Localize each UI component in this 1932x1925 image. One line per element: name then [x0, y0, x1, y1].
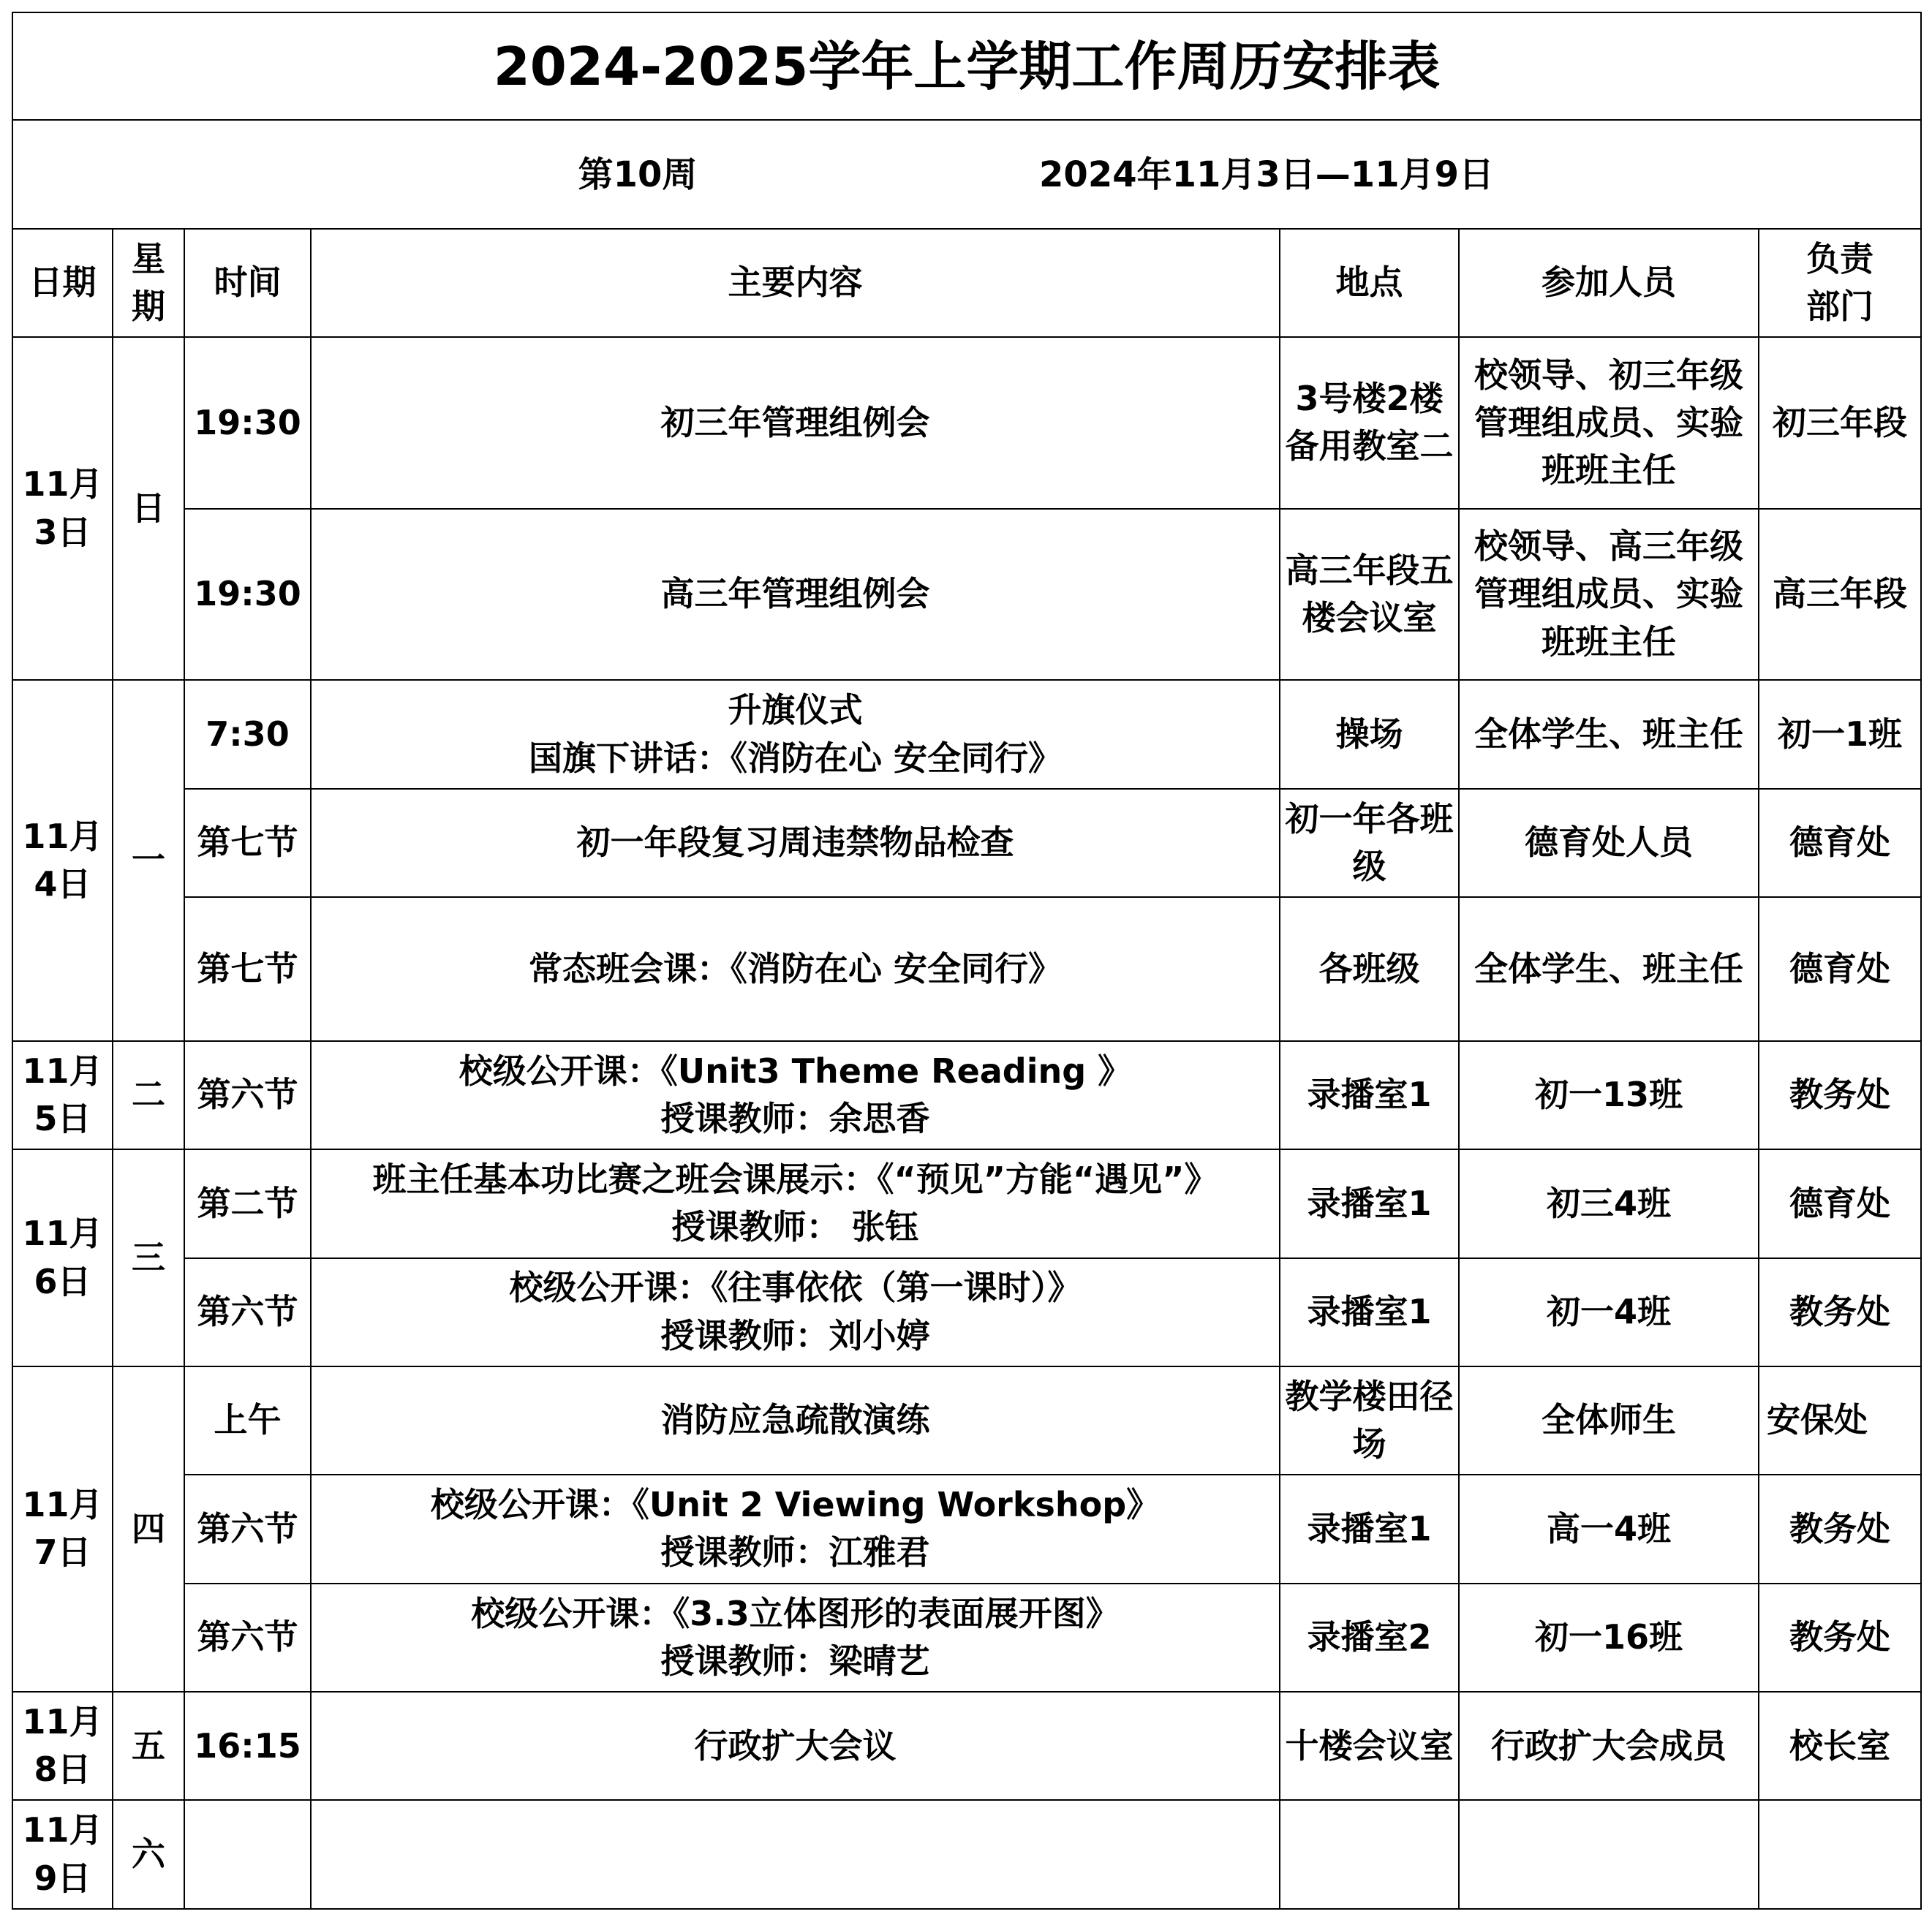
dept-cell: 教务处 — [1759, 1258, 1921, 1366]
date-cell: 11月6日 — [12, 1149, 113, 1366]
location-cell: 录播室1 — [1280, 1149, 1459, 1258]
content-cell — [311, 337, 1280, 509]
content-line: 消防应急疏散演练 — [660, 1400, 930, 1440]
dept-cell: 初一1班 — [1759, 680, 1921, 788]
content-line: 校级公开课：《Unit3 Theme Reading 》 — [459, 1051, 1132, 1091]
dept-cell: 安保处 — [1759, 1366, 1921, 1475]
content-cell — [311, 1041, 1280, 1149]
participants-cell: 全体师生 — [1459, 1366, 1759, 1475]
title-row — [12, 12, 1921, 120]
weekday-cell: 日 — [113, 337, 184, 680]
week-row — [12, 120, 1921, 228]
schedule-table — [12, 12, 1922, 1910]
content-line: 校级公开课：《往事依依（第一课时）》 — [509, 1268, 1082, 1308]
participants-cell: 全体学生、班主任 — [1459, 897, 1759, 1041]
location-cell: 录播室1 — [1280, 1041, 1459, 1149]
content-line: 常态班会课：《消防在心 安全同行》 — [528, 948, 1062, 988]
table-row — [12, 1258, 1921, 1366]
time-cell: 19:30 — [184, 337, 311, 509]
content-line: 升旗仪式 — [728, 690, 863, 730]
content-line: 国旗下讲话：《消防在心 安全同行》 — [528, 738, 1062, 778]
table-row — [12, 337, 1921, 509]
table-row — [12, 897, 1921, 1041]
location-cell: 录播室1 — [1280, 1258, 1459, 1366]
header-location: 地点 — [1280, 229, 1459, 337]
location-cell: 录播室1 — [1280, 1475, 1459, 1583]
content-cell — [311, 1149, 1280, 1258]
content-line: 授课教师：刘小婷 — [660, 1315, 930, 1355]
table-row — [12, 1149, 1921, 1258]
header-row — [12, 229, 1921, 337]
dept-cell: 高三年段 — [1759, 509, 1921, 681]
content-cell — [311, 680, 1280, 788]
participants-cell: 高一4班 — [1459, 1475, 1759, 1583]
date-cell: 11月4日 — [12, 680, 113, 1040]
content-line: 初一年段复习周违禁物品检查 — [576, 822, 1014, 863]
participants-cell: 校领导、初三年级管理组成员、实验班班主任 — [1459, 337, 1759, 509]
page-title: 2024-2025学年上学期工作周历安排表 — [12, 12, 1921, 120]
dept-cell: 教务处 — [1759, 1584, 1921, 1692]
table-row — [12, 1475, 1921, 1583]
table-row — [12, 509, 1921, 681]
table-row — [12, 1692, 1921, 1800]
header-content: 主要内容 — [311, 229, 1280, 337]
content-line: 校级公开课：《Unit 2 Viewing Workshop》 — [430, 1485, 1161, 1525]
content-line: 授课教师：江雅君 — [660, 1532, 930, 1573]
content-line: 授课教师： 张钰 — [671, 1207, 919, 1247]
location-cell: 高三年段五楼会议室 — [1280, 509, 1459, 681]
dept-cell: 德育处 — [1759, 789, 1921, 897]
location-cell: 十楼会议室 — [1280, 1692, 1459, 1800]
participants-cell: 初一4班 — [1459, 1258, 1759, 1366]
participants-cell: 初一16班 — [1459, 1584, 1759, 1692]
participants-cell: 校领导、高三年级管理组成员、实验班班主任 — [1459, 509, 1759, 681]
dept-cell: 德育处 — [1759, 1149, 1921, 1258]
content-cell — [311, 1692, 1280, 1800]
weekday-cell: 三 — [113, 1149, 184, 1366]
time-cell: 第二节 — [184, 1149, 311, 1258]
content-line: 班主任基本功比赛之班会课展示：《“预见”方能“遇见”》 — [372, 1159, 1218, 1199]
participants-cell — [1459, 1800, 1759, 1909]
header-time: 时间 — [184, 229, 311, 337]
content-cell — [311, 1475, 1280, 1583]
content-cell — [311, 509, 1280, 681]
time-cell: 第七节 — [184, 897, 311, 1041]
dept-cell — [1759, 1800, 1921, 1909]
dept-cell: 教务处 — [1759, 1475, 1921, 1583]
content-line: 行政扩大会议 — [694, 1725, 897, 1766]
content-line: 授课教师：梁晴艺 — [660, 1641, 930, 1681]
content-cell — [311, 897, 1280, 1041]
location-cell — [1280, 1800, 1459, 1909]
weekday-cell: 一 — [113, 680, 184, 1040]
content-cell — [311, 1366, 1280, 1475]
content-cell — [311, 1584, 1280, 1692]
content-cell — [311, 1800, 1280, 1909]
content-cell — [311, 1258, 1280, 1366]
week-range: 2024年11月3日—11月9日 — [1039, 154, 1495, 195]
content-line: 授课教师：余思香 — [660, 1098, 930, 1138]
header-dept-line2: 部门 — [1806, 286, 1874, 326]
date-cell: 11月3日 — [12, 337, 113, 680]
location-cell: 3号楼2楼备用教室二 — [1280, 337, 1459, 509]
content-line: 高三年管理组例会 — [660, 574, 930, 614]
time-cell: 第六节 — [184, 1584, 311, 1692]
participants-cell: 初三4班 — [1459, 1149, 1759, 1258]
time-cell: 19:30 — [184, 509, 311, 681]
participants-cell: 行政扩大会成员 — [1459, 1692, 1759, 1800]
location-cell: 教学楼田径场 — [1280, 1366, 1459, 1475]
dept-cell: 德育处 — [1759, 897, 1921, 1041]
weekday-cell: 五 — [113, 1692, 184, 1800]
header-dept-line1: 负责 — [1806, 238, 1874, 279]
week-label: 第10周 — [578, 154, 698, 195]
table-row — [12, 1041, 1921, 1149]
time-cell: 第七节 — [184, 789, 311, 897]
location-cell: 各班级 — [1280, 897, 1459, 1041]
header-dept — [1759, 229, 1921, 337]
weekday-cell: 二 — [113, 1041, 184, 1149]
table-row — [12, 789, 1921, 897]
location-cell: 操场 — [1280, 680, 1459, 788]
time-cell: 上午 — [184, 1366, 311, 1475]
header-participants: 参加人员 — [1459, 229, 1759, 337]
header-date: 日期 — [12, 229, 113, 337]
table-row — [12, 680, 1921, 788]
location-cell: 初一年各班级 — [1280, 789, 1459, 897]
participants-cell: 德育处人员 — [1459, 789, 1759, 897]
week-info — [12, 120, 1921, 228]
content-line: 初三年管理组例会 — [660, 402, 930, 442]
participants-cell: 初一13班 — [1459, 1041, 1759, 1149]
dept-cell: 校长室 — [1759, 1692, 1921, 1800]
time-cell — [184, 1800, 311, 1909]
time-cell: 7:30 — [184, 680, 311, 788]
location-cell: 录播室2 — [1280, 1584, 1459, 1692]
dept-cell: 教务处 — [1759, 1041, 1921, 1149]
header-weekday: 星期 — [113, 229, 184, 337]
weekday-cell: 四 — [113, 1366, 184, 1692]
table-row — [12, 1584, 1921, 1692]
time-cell: 16:15 — [184, 1692, 311, 1800]
weekday-cell: 六 — [113, 1800, 184, 1909]
table-row — [12, 1366, 1921, 1475]
time-cell: 第六节 — [184, 1475, 311, 1583]
content-line: 校级公开课：《3.3立体图形的表面展开图》 — [471, 1593, 1120, 1633]
date-cell: 11月5日 — [12, 1041, 113, 1149]
date-cell: 11月8日 — [12, 1692, 113, 1800]
table-row — [12, 1800, 1921, 1909]
content-cell — [311, 789, 1280, 897]
participants-cell: 全体学生、班主任 — [1459, 680, 1759, 788]
time-cell: 第六节 — [184, 1258, 311, 1366]
date-cell: 11月9日 — [12, 1800, 113, 1909]
dept-cell: 初三年段 — [1759, 337, 1921, 509]
date-cell: 11月7日 — [12, 1366, 113, 1692]
time-cell: 第六节 — [184, 1041, 311, 1149]
